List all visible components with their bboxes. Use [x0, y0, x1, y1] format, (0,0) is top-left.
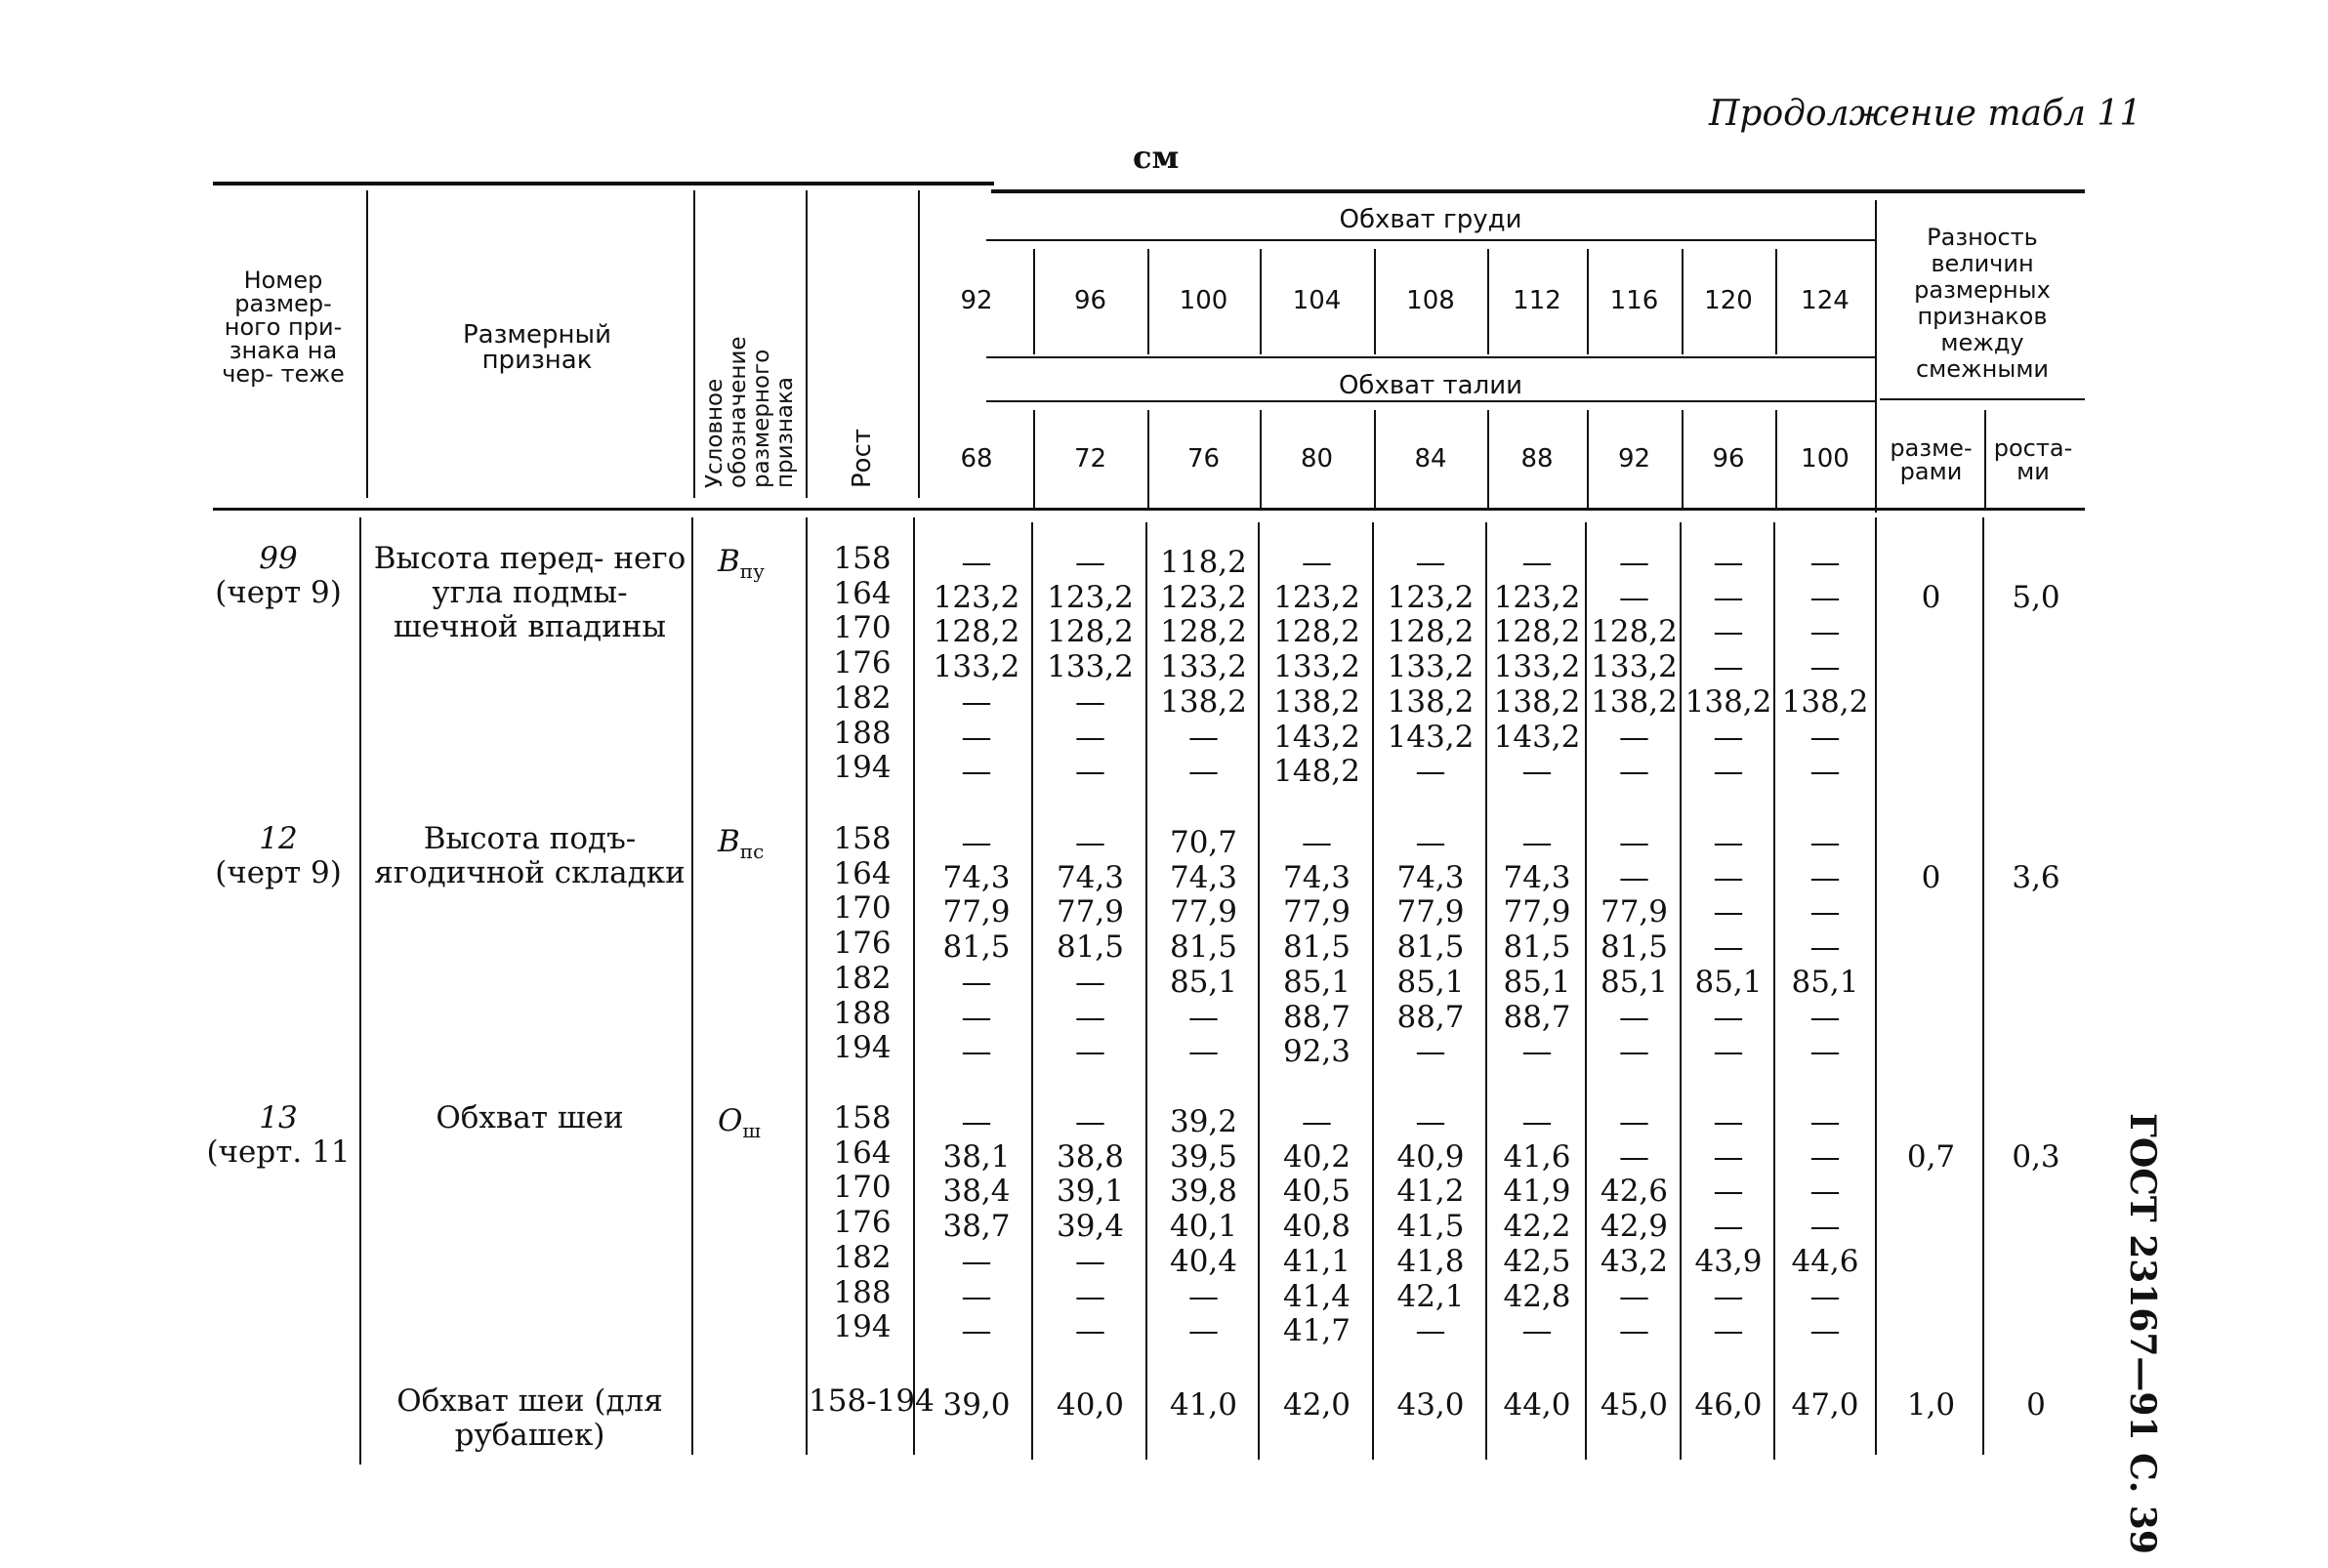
table-cell: 43,0 — [1396, 1387, 1465, 1423]
table-cell: 38,8 — [1056, 1138, 1125, 1175]
header-waist-value: 68 — [960, 444, 993, 474]
table-cell: 40,1 — [1169, 1209, 1238, 1245]
table-cell: 42,2 — [1503, 1209, 1571, 1245]
table-cell: 46,0 — [1694, 1387, 1763, 1423]
table-cell: — — [1713, 894, 1744, 930]
header-waist-group: Обхват талии — [1338, 371, 1523, 400]
table-cell: 41,5 — [1396, 1209, 1465, 1245]
table-cell: — — [1521, 1104, 1553, 1139]
table-cell: 41,8 — [1396, 1243, 1465, 1279]
table-cell: 47,0 — [1791, 1387, 1859, 1423]
table-cell: 43,2 — [1600, 1243, 1669, 1279]
table-cell: 41,0 — [1169, 1387, 1238, 1423]
table-cell: 138,2 — [1387, 683, 1475, 720]
table-cell: — — [1713, 614, 1744, 650]
table-cell: — — [961, 1278, 992, 1314]
table-cell: — — [1809, 754, 1841, 790]
height-value: 188 — [833, 1274, 892, 1310]
header-chest-value: 124 — [1801, 286, 1850, 315]
table-cell: 88,7 — [1396, 999, 1465, 1035]
table-cell: — — [1075, 999, 1105, 1035]
table-cell: 143,2 — [1387, 719, 1475, 755]
table-cell: 88,7 — [1282, 999, 1351, 1035]
table-cell: 40,2 — [1282, 1138, 1351, 1175]
table-cell: 42,6 — [1600, 1174, 1669, 1210]
table-cell: — — [1302, 1104, 1332, 1139]
header-feature-number: Номер размер- ного при- знака на чер- теже — [222, 267, 345, 388]
diff-heights-value: 3,6 — [2012, 859, 2060, 895]
header-waist-value: 100 — [1801, 444, 1850, 474]
table-cell: 81,5 — [1282, 929, 1351, 966]
table-cell: — — [1415, 1104, 1446, 1139]
table-cell: 40,4 — [1169, 1243, 1238, 1279]
table-cell: 77,9 — [1056, 894, 1125, 930]
table-cell: — — [961, 683, 992, 720]
table-cell: — — [961, 1034, 992, 1070]
table-cell: — — [1809, 1174, 1841, 1210]
height-value: 158 — [833, 821, 892, 856]
table-cell: — — [1809, 719, 1841, 755]
table-cell: — — [961, 1313, 992, 1349]
table-cell: — — [1619, 825, 1649, 860]
height-value: 158 — [833, 1100, 892, 1135]
header-waist-value: 92 — [1617, 444, 1651, 474]
table-cell: — — [1415, 754, 1446, 790]
table-cell: — — [1809, 614, 1841, 650]
table-cell: 39,2 — [1169, 1104, 1238, 1139]
gost-page-mark: ГОСТ 23167—91 С. 39 — [2122, 1113, 2163, 1554]
header-chest-value: 104 — [1292, 286, 1342, 315]
table-cell: 77,9 — [942, 894, 1011, 930]
table-cell: 123,2 — [1273, 579, 1360, 615]
table-cell: 123,2 — [1493, 579, 1581, 615]
header-feature: Размерный признак — [463, 320, 611, 375]
table-cell: 81,5 — [1600, 929, 1669, 966]
table-cell: — — [1188, 719, 1219, 755]
table-cell: 74,3 — [1503, 859, 1571, 895]
table-cell: 39,5 — [1169, 1138, 1238, 1175]
table-cell: 148,2 — [1273, 754, 1360, 790]
table-cell: 81,5 — [1503, 929, 1571, 966]
table-cell: 133,2 — [1160, 649, 1247, 685]
table-cell: — — [1809, 1278, 1841, 1314]
table-cell: 39,4 — [1056, 1209, 1125, 1245]
header-waist-value: 84 — [1414, 444, 1447, 474]
table-cell: 38,1 — [942, 1138, 1011, 1175]
table-cell: — — [1521, 1034, 1553, 1070]
header-waist-value: 72 — [1073, 444, 1107, 474]
table-cell: 74,3 — [942, 859, 1011, 895]
header-chest-value: 120 — [1704, 286, 1753, 315]
chest-group-rule — [986, 239, 1875, 241]
table-cell: 128,2 — [1493, 614, 1581, 650]
drawing-reference: (черт 9) — [215, 855, 342, 890]
col-rule-3 — [806, 190, 808, 498]
table-cell: 138,2 — [1273, 683, 1360, 720]
table-cell: — — [961, 999, 992, 1035]
header-chest-value: 116 — [1609, 286, 1659, 315]
table-cell: — — [961, 1243, 992, 1279]
table-cell: 85,1 — [1600, 964, 1669, 1000]
table-cell: 81,5 — [1396, 929, 1465, 966]
table-cell: 40,0 — [1056, 1387, 1125, 1423]
table-cell: — — [1809, 1313, 1841, 1349]
table-cell: — — [1075, 719, 1105, 755]
table-cell: 41,6 — [1503, 1138, 1571, 1175]
table-cell: 81,5 — [1169, 929, 1238, 966]
col-rule-diff-b — [1875, 517, 1877, 1455]
table-cell: 143,2 — [1493, 719, 1581, 755]
table-cell: 85,1 — [1791, 964, 1859, 1000]
table-cell: 85,1 — [1282, 964, 1351, 1000]
table-cell: 41,1 — [1282, 1243, 1351, 1279]
table-cell: 39,8 — [1169, 1174, 1238, 1210]
height-value: 194 — [833, 1309, 892, 1345]
table-cell: 123,2 — [1160, 579, 1247, 615]
table-cell: 138,2 — [1493, 683, 1581, 720]
table-cell: — — [1713, 1034, 1744, 1070]
table-cell: 41,4 — [1282, 1278, 1351, 1314]
diff-sizes-value: 0 — [1921, 579, 1941, 615]
height-value: 182 — [833, 680, 892, 716]
table-cell: — — [1075, 1243, 1105, 1279]
table-cell: 44,6 — [1791, 1243, 1859, 1279]
table-cell: 42,0 — [1282, 1387, 1351, 1423]
waist-group-rule — [986, 400, 1875, 402]
table-cell: — — [1188, 1313, 1219, 1349]
unit-label: см — [1133, 139, 1180, 176]
table-cell: — — [1809, 1209, 1841, 1245]
table-cell: 128,2 — [1160, 614, 1247, 650]
col-rule-1b — [359, 517, 361, 1465]
table-cell: 128,2 — [1387, 614, 1475, 650]
table-cell: — — [1619, 1138, 1649, 1175]
table-cell: — — [1713, 1313, 1744, 1349]
table-cell: 92,3 — [1282, 1034, 1351, 1070]
header-chest-value: 112 — [1513, 286, 1561, 315]
col-rule-2 — [693, 190, 695, 498]
table-cell: 143,2 — [1273, 719, 1360, 755]
table-cell: 123,2 — [1047, 579, 1134, 615]
table-cell: 41,9 — [1503, 1174, 1571, 1210]
table-cell: 74,3 — [1282, 859, 1351, 895]
table-cell: — — [1075, 1313, 1105, 1349]
table-cell: 81,5 — [1056, 929, 1125, 966]
height-value: 164 — [833, 1135, 892, 1171]
feature-name: Высота подъ- ягодичной складки — [374, 821, 686, 890]
table-cell: — — [1075, 964, 1105, 1000]
table-cell: 39,0 — [942, 1387, 1011, 1423]
table-cell: 43,9 — [1694, 1243, 1763, 1279]
header-waist-value: 88 — [1520, 444, 1554, 474]
table-cell: 38,7 — [942, 1209, 1011, 1245]
diff-group-rule — [1880, 398, 2085, 400]
table-cell: — — [1415, 1034, 1446, 1070]
table-cell: — — [1521, 825, 1553, 860]
height-value: 194 — [833, 750, 892, 786]
diff-heights-value: 0 — [2026, 1387, 2046, 1423]
height-value: 176 — [833, 926, 892, 962]
table-cell: 128,2 — [1047, 614, 1134, 650]
table-cell: — — [1521, 754, 1553, 790]
table-cell: — — [1075, 825, 1105, 860]
header-symbol: Условное обозначение размерного признака — [702, 336, 798, 488]
table-cell: — — [1619, 719, 1649, 755]
table-cell: 40,9 — [1396, 1138, 1465, 1175]
col-rule-1 — [366, 190, 368, 498]
col-rule-diff — [1875, 200, 1877, 513]
table-cell: — — [1619, 545, 1649, 580]
col-rule-3b — [806, 517, 808, 1455]
header-chest-group: Обхват груди — [1339, 205, 1522, 234]
table-cell: — — [961, 1104, 992, 1139]
table-cell: — — [1713, 999, 1744, 1035]
table-cell: — — [1188, 1278, 1219, 1314]
table-cell: 128,2 — [933, 614, 1020, 650]
table-continuation-title: Продолжение табл 11 — [1709, 94, 2142, 134]
table-cell: — — [1713, 1138, 1744, 1175]
table-cell: 138,2 — [1591, 683, 1678, 720]
table-cell: — — [1075, 683, 1105, 720]
table-cell: 133,2 — [1387, 649, 1475, 685]
table-cell: — — [961, 545, 992, 580]
table-cell: — — [1619, 1034, 1649, 1070]
table-cell: — — [1521, 1313, 1553, 1349]
table-cell: — — [1809, 894, 1841, 930]
table-cell: — — [1075, 545, 1105, 580]
table-cell: — — [1713, 649, 1744, 685]
table-cell: — — [1188, 999, 1219, 1035]
table-cell: — — [1619, 579, 1649, 615]
header-chest-value: 96 — [1073, 286, 1107, 315]
header-chest-value: 92 — [960, 286, 993, 315]
table-cell: — — [1415, 1313, 1446, 1349]
table-cell: 42,5 — [1503, 1243, 1571, 1279]
height-value: 170 — [833, 890, 892, 927]
table-top-rule-right — [991, 189, 2085, 193]
feature-name: Обхват шеи (для рубашек) — [396, 1383, 663, 1453]
height-value: 158-194 — [809, 1383, 935, 1419]
table-cell: 133,2 — [1493, 649, 1581, 685]
table-cell: 88,7 — [1503, 999, 1571, 1035]
height-value: 176 — [833, 645, 892, 681]
table-cell: — — [1713, 1209, 1744, 1245]
table-cell: 41,7 — [1282, 1313, 1351, 1349]
feature-number: 12 — [259, 821, 298, 856]
table-cell: — — [1075, 1104, 1105, 1139]
table-cell: — — [1809, 545, 1841, 580]
table-cell: 123,2 — [933, 579, 1020, 615]
table-cell: — — [961, 825, 992, 860]
table-cell: — — [1809, 999, 1841, 1035]
feature-number: 99 — [259, 541, 298, 576]
header-waist-value: 96 — [1712, 444, 1745, 474]
table-cell: 138,2 — [1684, 683, 1772, 720]
table-cell: — — [1619, 999, 1649, 1035]
table-cell: 40,5 — [1282, 1174, 1351, 1210]
table-cell: — — [961, 719, 992, 755]
height-value: 188 — [833, 995, 892, 1031]
table-cell: — — [1415, 545, 1446, 580]
header-waist-value: 76 — [1186, 444, 1221, 474]
table-cell: 42,1 — [1396, 1278, 1465, 1314]
table-cell: — — [1415, 825, 1446, 860]
table-cell: — — [1075, 1034, 1105, 1070]
table-cell: — — [1809, 1138, 1841, 1175]
table-cell: — — [1713, 825, 1744, 860]
height-value: 176 — [833, 1205, 892, 1241]
table-cell: — — [1809, 825, 1841, 860]
table-cell: — — [1521, 545, 1553, 580]
table-cell: 138,2 — [1160, 683, 1247, 720]
table-cell: 74,3 — [1169, 859, 1238, 895]
table-cell: 70,7 — [1169, 825, 1238, 860]
header-diff-group: Разность величин размерных признаков между смежными — [1914, 224, 2051, 383]
table-cell: — — [1809, 649, 1841, 685]
drawing-reference: (черт 9) — [215, 575, 342, 610]
header-waist-value: 80 — [1300, 444, 1334, 474]
chest-values-rule — [986, 356, 1875, 358]
table-cell: — — [961, 754, 992, 790]
table-cell: — — [1809, 1104, 1841, 1139]
table-cell: 85,1 — [1503, 964, 1571, 1000]
table-cell: 39,1 — [1056, 1174, 1125, 1210]
table-cell: 74,3 — [1056, 859, 1125, 895]
feature-symbol: $В_{пу}$ — [718, 544, 765, 584]
table-cell: 77,9 — [1396, 894, 1465, 930]
height-value: 188 — [833, 715, 892, 751]
table-cell: 85,1 — [1694, 964, 1763, 1000]
table-cell: 77,9 — [1600, 894, 1669, 930]
diff-sizes-value: 0 — [1921, 859, 1941, 895]
height-value: 170 — [833, 1170, 892, 1206]
feature-symbol: $В_{пс}$ — [718, 824, 765, 864]
table-cell: — — [1713, 929, 1744, 966]
height-value: 164 — [833, 855, 892, 891]
table-cell: 123,2 — [1387, 579, 1475, 615]
table-cell: 128,2 — [1273, 614, 1360, 650]
col-rule-2b — [691, 517, 693, 1455]
table-cell: 74,3 — [1396, 859, 1465, 895]
table-cell: 77,9 — [1282, 894, 1351, 930]
height-value: 182 — [833, 960, 892, 996]
table-cell: — — [1713, 1104, 1744, 1139]
table-cell: — — [1809, 1034, 1841, 1070]
header-diff-heights: роста- ми — [1993, 434, 2073, 485]
height-value: 182 — [833, 1239, 892, 1275]
table-cell: — — [1713, 859, 1744, 895]
table-cell: — — [1713, 1174, 1744, 1210]
table-cell: — — [1619, 859, 1649, 895]
table-cell: — — [1188, 1034, 1219, 1070]
table-cell: — — [1713, 754, 1744, 790]
diff-sizes-value: 1,0 — [1906, 1387, 1956, 1423]
table-cell: — — [1188, 754, 1219, 790]
feature-name: Обхват шеи — [436, 1100, 624, 1135]
table-cell: — — [1713, 545, 1744, 580]
table-cell: 77,9 — [1503, 894, 1571, 930]
header-diff-sizes: разме- рами — [1890, 434, 1973, 485]
diff-heights-value: 5,0 — [2012, 579, 2060, 615]
table-cell: 85,1 — [1169, 964, 1238, 1000]
table-cell: — — [1075, 1278, 1105, 1314]
table-cell: — — [1075, 754, 1105, 790]
table-cell: 81,5 — [942, 929, 1011, 966]
table-cell: 118,2 — [1160, 545, 1247, 580]
table-cell: — — [1302, 825, 1332, 860]
diff-heights-value: 0,3 — [2012, 1138, 2060, 1175]
header-chest-value: 108 — [1406, 286, 1455, 315]
height-value: 164 — [833, 575, 892, 611]
table-cell: 133,2 — [1591, 649, 1678, 685]
table-cell: — — [1619, 1278, 1649, 1314]
table-cell: 138,2 — [1781, 683, 1869, 720]
table-cell: 133,2 — [1273, 649, 1360, 685]
table-cell: — — [1809, 579, 1841, 615]
table-cell: 42,8 — [1503, 1278, 1571, 1314]
drawing-reference: (черт. 11 — [206, 1135, 351, 1170]
header-bottom-rule — [213, 508, 2085, 511]
height-value: 158 — [833, 541, 892, 576]
feature-symbol: $О_ш$ — [718, 1103, 762, 1143]
feature-name: Высота перед- него угла подмы- шечной впадины — [373, 541, 686, 644]
table-cell: 133,2 — [1047, 649, 1134, 685]
table-cell: — — [1619, 1104, 1649, 1139]
table-cell: 38,4 — [942, 1174, 1011, 1210]
table-cell: — — [1713, 1278, 1744, 1314]
table-cell: 40,8 — [1282, 1209, 1351, 1245]
table-cell: 128,2 — [1591, 614, 1678, 650]
feature-number: 13 — [259, 1100, 298, 1135]
table-cell: — — [1302, 545, 1332, 580]
height-value: 194 — [833, 1030, 892, 1066]
table-cell: — — [1809, 929, 1841, 966]
header-height: Рост — [848, 428, 877, 488]
table-cell: — — [1809, 859, 1841, 895]
table-cell: 85,1 — [1396, 964, 1465, 1000]
table-cell: 44,0 — [1503, 1387, 1571, 1423]
table-cell: — — [1713, 579, 1744, 615]
table-cell: — — [1619, 754, 1649, 790]
col-rule-diff-mid-b — [1982, 517, 1984, 1455]
table-cell: 133,2 — [933, 649, 1020, 685]
header-chest-value: 100 — [1179, 286, 1228, 315]
table-cell: — — [1619, 1313, 1649, 1349]
table-cell: — — [961, 964, 992, 1000]
table-cell: 41,2 — [1396, 1174, 1465, 1210]
diff-sizes-value: 0,7 — [1906, 1138, 1956, 1175]
table-top-rule-left — [213, 182, 994, 186]
height-value: 170 — [833, 610, 892, 646]
table-cell: 77,9 — [1169, 894, 1238, 930]
table-cell: 42,9 — [1600, 1209, 1669, 1245]
table-cell: 45,0 — [1600, 1387, 1669, 1423]
table-cell: — — [1713, 719, 1744, 755]
